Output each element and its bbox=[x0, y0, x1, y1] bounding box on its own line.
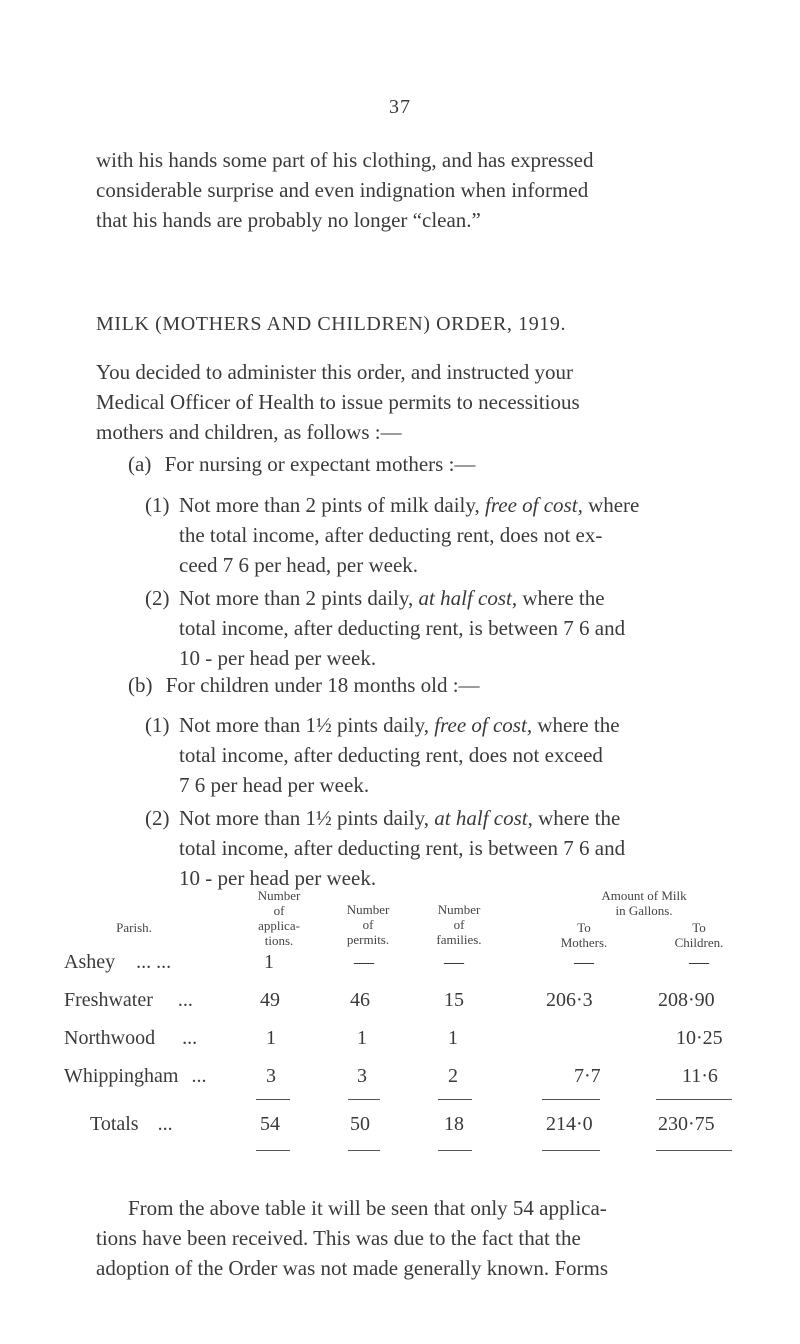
row-whippingham-mothers: 7·7 bbox=[574, 1065, 601, 1087]
row-northwood-families: 1 bbox=[448, 1027, 458, 1049]
row-whippingham-families: 2 bbox=[448, 1065, 458, 1087]
closing-line: tions have been received. This was due to the fact that the bbox=[96, 1226, 581, 1250]
emphasis: at half cost, bbox=[434, 806, 533, 830]
rule bbox=[438, 1150, 472, 1151]
rule bbox=[438, 1099, 472, 1100]
section-b-text: For children under 18 months old :— bbox=[165, 673, 480, 697]
page-number: 37 bbox=[389, 96, 411, 118]
section-b-item-2 bbox=[145, 803, 730, 893]
row-northwood-parish: Northwood ... bbox=[64, 1027, 198, 1049]
order-line: You decided to administer this order, and instructed your bbox=[96, 360, 574, 384]
row-northwood-permits: 1 bbox=[357, 1027, 367, 1049]
row-totals-mothers: 214·0 bbox=[546, 1113, 593, 1135]
row-ashey-families: — bbox=[444, 951, 464, 973]
item-line: total income, after deducting rent, is between 7 6 and bbox=[179, 616, 626, 640]
row-totals-parish: Totals ... bbox=[90, 1113, 173, 1135]
row-totals-permits: 50 bbox=[350, 1113, 370, 1135]
item-line: Not more than 2 pints of milk daily, free of cost, where bbox=[179, 493, 640, 517]
row-whippingham-children: 11·6 bbox=[682, 1065, 718, 1087]
section-b-label: (b) bbox=[128, 673, 153, 697]
item-line: 10 - per head per week. bbox=[179, 866, 377, 890]
intro-line: that his hands are probably no longer “clean.” bbox=[96, 208, 481, 232]
item-line: total income, after deducting rent, does not exceed bbox=[179, 743, 603, 767]
row-freshwater-permits: 46 bbox=[350, 989, 370, 1011]
item-number: (1) bbox=[145, 493, 170, 517]
item-line: Not more than 1½ pints daily, at half cost, where the bbox=[179, 806, 621, 830]
rule bbox=[656, 1150, 732, 1151]
row-freshwater-families: 15 bbox=[444, 989, 464, 1011]
intro-line: considerable surprise and even indignation when informed bbox=[96, 178, 589, 202]
item-number: (2) bbox=[145, 806, 170, 830]
header-permits: Number of permits. bbox=[346, 902, 390, 947]
row-ashey-permits: — bbox=[354, 951, 374, 973]
section-heading: MILK (MOTHERS AND CHILDREN) ORDER, 1919. bbox=[96, 313, 567, 335]
section-a-label: (a) bbox=[128, 452, 152, 476]
row-totals-applications: 54 bbox=[260, 1113, 280, 1135]
section-a-item-1 bbox=[145, 490, 730, 580]
intro-paragraph bbox=[96, 145, 736, 235]
rule bbox=[256, 1150, 290, 1151]
order-line: Medical Officer of Health to issue permits to necessitious bbox=[96, 390, 580, 414]
emphasis: free of cost, bbox=[485, 493, 583, 517]
order-paragraph bbox=[96, 357, 736, 447]
row-whippingham-parish: Whippingham ... bbox=[64, 1065, 207, 1087]
item-line: Not more than 2 pints daily, at half cost, where the bbox=[179, 586, 605, 610]
header-amount: Amount of Milk in Gallons. bbox=[601, 888, 687, 918]
row-freshwater-parish: Freshwater ... bbox=[64, 989, 193, 1011]
header-children: To Children. bbox=[674, 920, 724, 950]
row-whippingham-applications: 3 bbox=[266, 1065, 276, 1087]
header-parish: Parish. bbox=[116, 920, 152, 935]
row-whippingham-permits: 3 bbox=[357, 1065, 367, 1087]
row-totals-families: 18 bbox=[444, 1113, 464, 1135]
rule bbox=[542, 1150, 600, 1151]
item-line: 10 - per head per week. bbox=[179, 646, 377, 670]
row-ashey-children: — bbox=[689, 951, 709, 973]
emphasis: free of cost, bbox=[434, 713, 533, 737]
item-line: total income, after deducting rent, is between 7 6 and bbox=[179, 836, 626, 860]
closing-paragraph bbox=[96, 1193, 736, 1283]
row-totals-children: 230·75 bbox=[658, 1113, 715, 1135]
section-a-text: For nursing or expectant mothers :— bbox=[164, 452, 476, 476]
closing-line: From the above table it will be seen that only 54 applica- bbox=[128, 1196, 607, 1220]
item-line: the total income, after deducting rent, does not ex- bbox=[179, 523, 603, 547]
header-applications: Number of applica- tions. bbox=[257, 888, 301, 948]
item-line: 7 6 per head per week. bbox=[179, 773, 370, 797]
item-number: (1) bbox=[145, 713, 170, 737]
row-ashey-applications: 1 bbox=[264, 951, 274, 973]
row-northwood-applications: 1 bbox=[266, 1027, 276, 1049]
intro-line: with his hands some part of his clothing, and has expressed bbox=[96, 148, 594, 172]
rule bbox=[348, 1099, 380, 1100]
rule bbox=[656, 1099, 732, 1100]
row-ashey-mothers: — bbox=[574, 951, 594, 973]
item-line: ceed 7 6 per head, per week. bbox=[179, 553, 419, 577]
item-line: Not more than 1½ pints daily, free of cost, where the bbox=[179, 713, 620, 737]
header-mothers: To Mothers. bbox=[560, 920, 608, 950]
rule bbox=[542, 1099, 600, 1100]
section-a-heading bbox=[128, 452, 475, 477]
rule bbox=[348, 1150, 380, 1151]
item-number: (2) bbox=[145, 586, 170, 610]
header-families: Number of families. bbox=[436, 902, 482, 947]
row-freshwater-mothers: 206·3 bbox=[546, 989, 593, 1011]
section-b-item-1 bbox=[145, 710, 730, 800]
row-freshwater-applications: 49 bbox=[260, 989, 280, 1011]
row-northwood-children: 10·25 bbox=[676, 1027, 723, 1049]
section-b-heading bbox=[128, 673, 480, 698]
row-freshwater-children: 208·90 bbox=[658, 989, 715, 1011]
section-a-item-2 bbox=[145, 583, 730, 673]
order-line: mothers and children, as follows :— bbox=[96, 420, 402, 444]
row-ashey-parish: Ashey ... ... bbox=[64, 951, 172, 973]
closing-line: adoption of the Order was not made generally known. Forms bbox=[96, 1256, 609, 1280]
rule bbox=[256, 1099, 290, 1100]
emphasis: at half cost, bbox=[418, 586, 518, 610]
milk-permits-table bbox=[64, 888, 744, 1188]
